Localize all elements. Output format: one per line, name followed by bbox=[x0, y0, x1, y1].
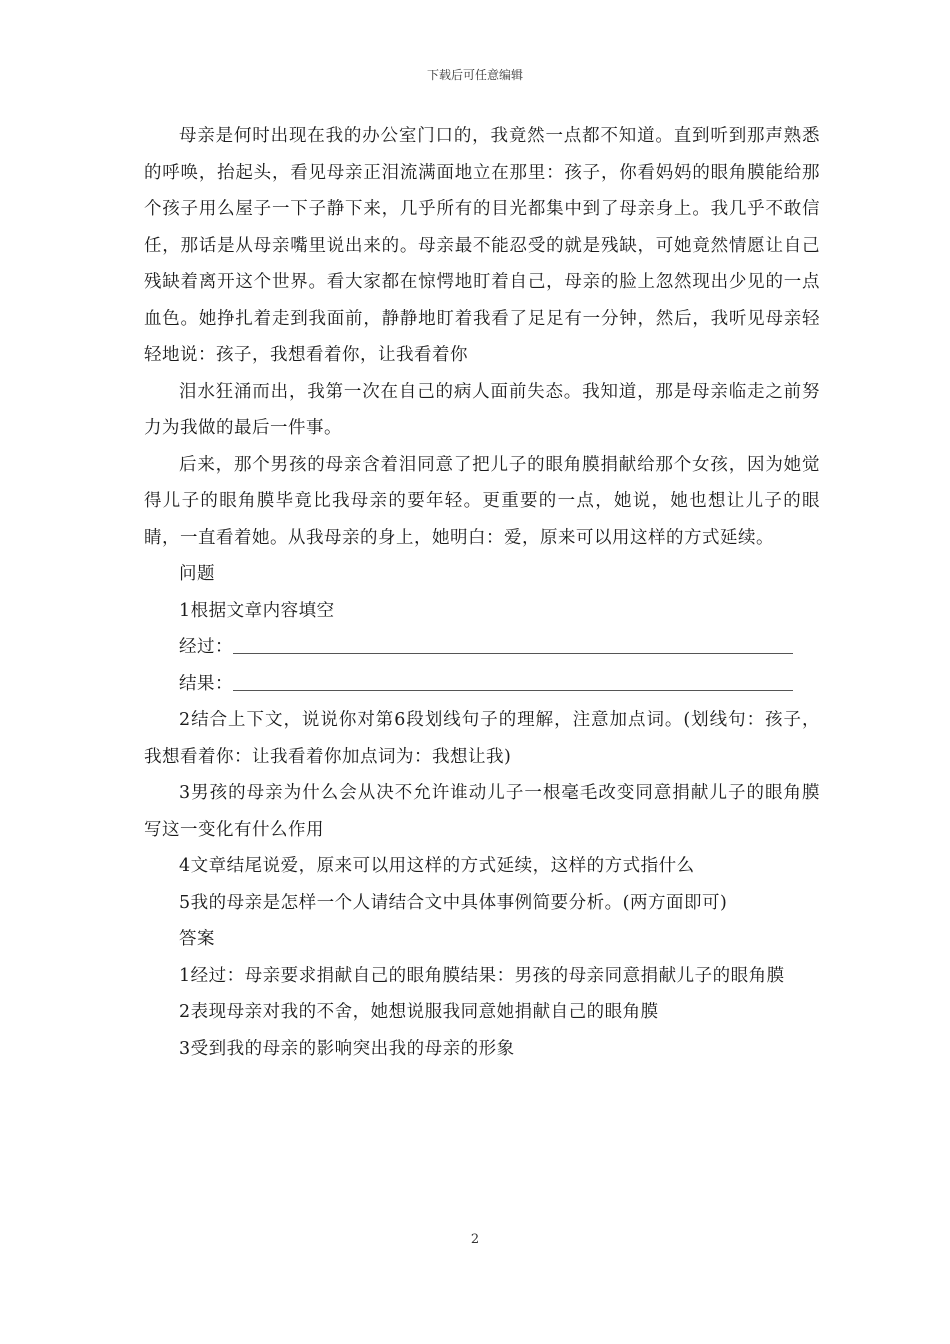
fill-blank-process-line bbox=[233, 635, 793, 654]
question-5: 5我的母亲是怎样一个人请结合文中具体事例简要分析。(两方面即可) bbox=[179, 892, 728, 913]
question-4: 4文章结尾说爱，原来可以用这样的方式延续，这样的方式指什么 bbox=[179, 856, 695, 876]
page-header: 下载后可任意编辑 bbox=[426, 68, 523, 82]
question-1: 1根据文章内容填空 bbox=[179, 600, 335, 621]
fill-blank-result-line bbox=[233, 672, 793, 691]
answer-1: 1经过：母亲要求捐献自己的眼角膜结果：男孩的母亲同意捐献儿子的眼角膜 bbox=[179, 965, 785, 986]
answer-3: 3受到我的母亲的影响突出我的母亲的形象 bbox=[179, 1038, 515, 1059]
answers-heading: 答案 bbox=[179, 929, 215, 949]
fill-blank-result bbox=[144, 666, 820, 703]
fill-blank-process-label: 经过： bbox=[179, 637, 233, 657]
document-body bbox=[144, 118, 820, 1067]
answer-2: 2表现母亲对我的不舍，她想说服我同意她捐献自己的眼角膜 bbox=[179, 1002, 659, 1022]
paragraph-later: 后来，那个男孩的母亲含着泪同意了把儿子的眼角膜捐献给那个女孩，因为她觉得儿子的眼角膜毕竟比我母亲的要年轻。更重要的一点，她说，她也想让儿子的眼睛，一直看着她。从我母亲的身上，她明白：爱，原来可以用这样的方式延续。 bbox=[144, 454, 820, 548]
questions-heading: 问题 bbox=[179, 564, 215, 584]
paragraph-mother-appears: 母亲是何时出现在我的办公室门口的，我竟然一点都不知道。直到听到那声熟悉的呼唤，抬起头，看见母亲正泪流满面地立在那里：孩子，你看妈妈的眼角膜能给那个孩子用么屋子一下子静下来，几乎所有的目光都集中到了母亲身上。我几乎不敢信任，那话是从母亲嘴里说出来的。母亲最不能忍受的就是残缺，可她竟然情愿让自己残缺着离开这个世界。看大家都在惊愕地盯着自己，母亲的脸上忽然现出少见的一点血色。她挣扎着走到我面前，静静地盯着我看了足足有一分钟，然后，我听见母亲轻轻地说：孩子，我想看着你，让我看着你 bbox=[144, 126, 820, 365]
page-number: 2 bbox=[470, 1232, 480, 1247]
fill-blank-result-label: 结果： bbox=[179, 673, 233, 694]
question-2: 2结合上下文，说说你对第6段划线句子的理解，注意加点词。(划线句：孩子，我想看着你：让我看着你加点词为：我想让我) bbox=[144, 710, 820, 767]
fill-blank-process bbox=[144, 629, 820, 666]
paragraph-tears: 泪水狂涌而出，我第一次在自己的病人面前失态。我知道，那是母亲临走之前努力为我做的最后一件事。 bbox=[144, 381, 820, 438]
question-3: 3男孩的母亲为什么会从决不允许谁动儿子一根毫毛改变同意捐献儿子的眼角膜写这一变化有什么作用 bbox=[144, 783, 820, 840]
